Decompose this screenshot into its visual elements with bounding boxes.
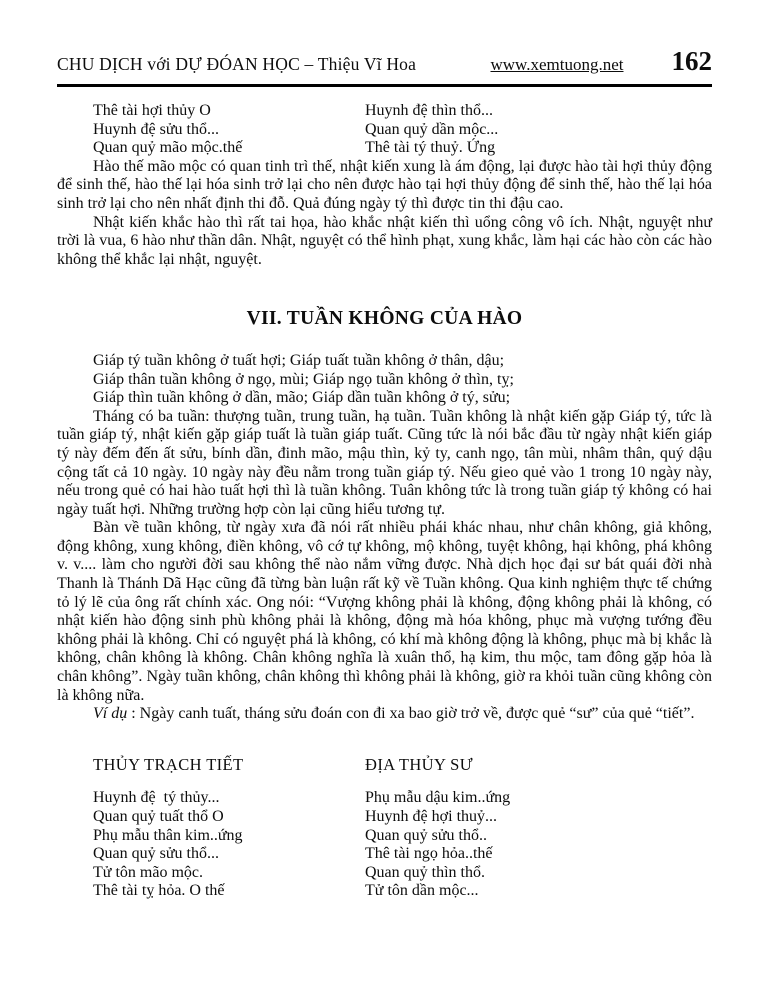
hexagram-line-row — [57, 827, 712, 846]
giap-line: Giáp thân tuần không ở ngọ, mùi; Giáp ngọ tuần không ở thìn, tỵ; — [93, 370, 514, 388]
hexagram-line-row — [57, 789, 712, 808]
book-title: CHU DỊCH với DỰ ĐÓAN HỌC – Thiệu Vĩ Hoa — [57, 54, 417, 74]
website-link[interactable]: www.xemtuong.net — [490, 55, 624, 74]
page-number: 162 — [671, 46, 712, 76]
example-label: Ví dụ — [93, 705, 128, 723]
hexagram-line: Phụ mẫu thân kim..ứng — [93, 826, 243, 844]
hexagram-line-row — [57, 864, 712, 883]
page-content — [57, 102, 712, 901]
paragraph: Hào thế mão mộc có quan tinh trì thế, nhật kiến xung là ám động, lại được hào tài hợi thủy động để sinh thế, hào thế lại hóa sinh trở lại cho nên được hào tại hợi thủy động để sinh thế, hào thế lại hóa sinh trở lại cho nên nhất định thi đỗ. Quả đúng ngày tý thì được tin thi đậu cao. — [57, 157, 712, 212]
section-heading: VII. TUẦN KHÔNG CỦA HÀO — [246, 308, 523, 330]
giap-line: Giáp thìn tuần không ở dần, mão; Giáp dần tuần không ở tý, sửu; — [93, 389, 511, 407]
hexagram-line: Huynh đệ sửu thổ... — [93, 120, 219, 138]
hexagram-line: Tử tôn dần mộc... — [365, 882, 479, 900]
hexagram-line: Thê tài tý thuỷ. Ứng — [365, 139, 496, 157]
hexagram-line: Quan quỷ mão mộc.thế — [93, 139, 243, 157]
hexagram-title-left: THỦY TRẠCH TIẾT — [93, 754, 244, 774]
header-divider — [57, 84, 712, 87]
hexagram-line: Thê tài hợi thủy O — [93, 102, 211, 119]
example-text: : Ngày canh tuất, tháng sửu đoán con đi xa bao giờ trở về, được quẻ “sư” của quẻ “tiết”. — [127, 705, 695, 723]
top-hexagram-block — [57, 102, 712, 158]
paragraph: Nhật kiến khắc hào thì rất tai họa, hào khắc nhật kiến thì uổng công vô ích. Nhật, nguyệt như trời là vua, 6 hào như thần dân. Nhật, nguyệt có thể hình phạt, xung khắc, làm hại các hào còn các hào không thể khắc lại nhật, nguyệt. — [57, 213, 712, 268]
hexagram-line: Huynh đệ tý thủy... — [93, 789, 220, 807]
paragraph: Bàn về tuần không, từ ngày xưa đã nói rất nhiều phái khác nhau, như chân không, giả không, động không, xung không, điền không, vô cớ tự không, mộ không, tuyệt không, hại không, phá không v. v.... làm cho người đời sau không thể nào nắm vững được. Nhà dịch học đại sư bát quái đời nhà Thanh là Thánh Dã Hạc cũng đã từng bàn luận rất kỹ về Tuần không. Qua kinh nghiệm thực tế chứng tỏ lý lẽ của ông rất chính xác. Ong nói: “Vượng không phải là không, động không phải là không, có nhật kiến hào động sinh phù không phải là không, động mà hóa không, phục mà vượng tướng đều không phải là không. Chỉ có nguyệt phá là không, có khí mà không động là không, phục mà bị khắc là không, chân không là không. Chân không nghĩa là xuân thổ, hạ kim, thu mộc, tam đông gặp hỏa là chân không”. Ngày tuần không, chân không thì không phải là không, giờ ra khỏi tuần cũng không còn là không nữa. — [57, 519, 712, 704]
giap-line: Giáp tý tuần không ở tuất hợi; Giáp tuất tuần không ở thân, dậu; — [93, 351, 505, 369]
hexagram-titles-row — [57, 756, 712, 775]
hexagram-line: Thê tài ngọ hỏa..thế — [365, 845, 493, 863]
hexagram-line-row — [57, 139, 712, 158]
hexagram-line-row — [57, 102, 712, 121]
hexagram-line: Quan quỷ dần mộc... — [365, 120, 499, 138]
hexagram-line: Quan quỷ sửu thổ... — [93, 845, 219, 863]
hexagram-line: Quan quỷ tuất thổ O — [93, 808, 224, 825]
paragraph: Tháng có ba tuần: thượng tuần, trung tuần, hạ tuần. Tuần không là nhật kiến gặp Giáp tý, tức là tuần giáp tý, nhật kiến gặp giáp tuất là tuần giáp tuất. Cũng tức là nói bắc đầu từ ngày nhật kiến giáp tý này đếm đến ất sửu, bính dần, đinh mão, mậu thìn, kỷ ty, canh ngọ, tân mùi, nhâm thân, quý dậu cộng tất cả 10 ngày. 10 ngày này đều nằm trong tuần giáp tý. Nếu gieo quẻ vào 1 trong 10 ngày này, nếu trong quẻ có hai hào tuất hợi thì là tuần không. Tuân không tức là trong tuần giáp tý không có hai ngày tuất hợi. Những trường hợp còn lại cũng hiểu tương tự. — [57, 407, 712, 518]
hexagram-line: Huynh đệ hợi thuỷ... — [365, 808, 498, 825]
hexagram-line-row — [57, 121, 712, 140]
hexagram-line-row — [57, 845, 712, 864]
example-line — [57, 705, 712, 724]
hexagram-line: Quan quỷ thìn thổ. — [365, 863, 485, 881]
hexagram-line: Thê tài tỵ hỏa. O thế — [93, 882, 225, 900]
page-header — [57, 46, 712, 77]
hexagram-line-row — [57, 882, 712, 901]
hexagram-line-row — [57, 808, 712, 827]
bottom-hexagram-block — [57, 756, 712, 901]
hexagram-line: Quan quỷ sửu thổ.. — [365, 826, 487, 844]
hexagram-line: Huynh đệ thìn thổ... — [365, 102, 493, 119]
giap-lines-block — [57, 352, 712, 408]
hexagram-line: Tử tôn mão mộc. — [93, 863, 203, 881]
hexagram-line: Phụ mẫu dậu kim..ứng — [365, 789, 511, 807]
hexagram-title-right: ĐỊA THỦY SƯ — [365, 754, 473, 774]
